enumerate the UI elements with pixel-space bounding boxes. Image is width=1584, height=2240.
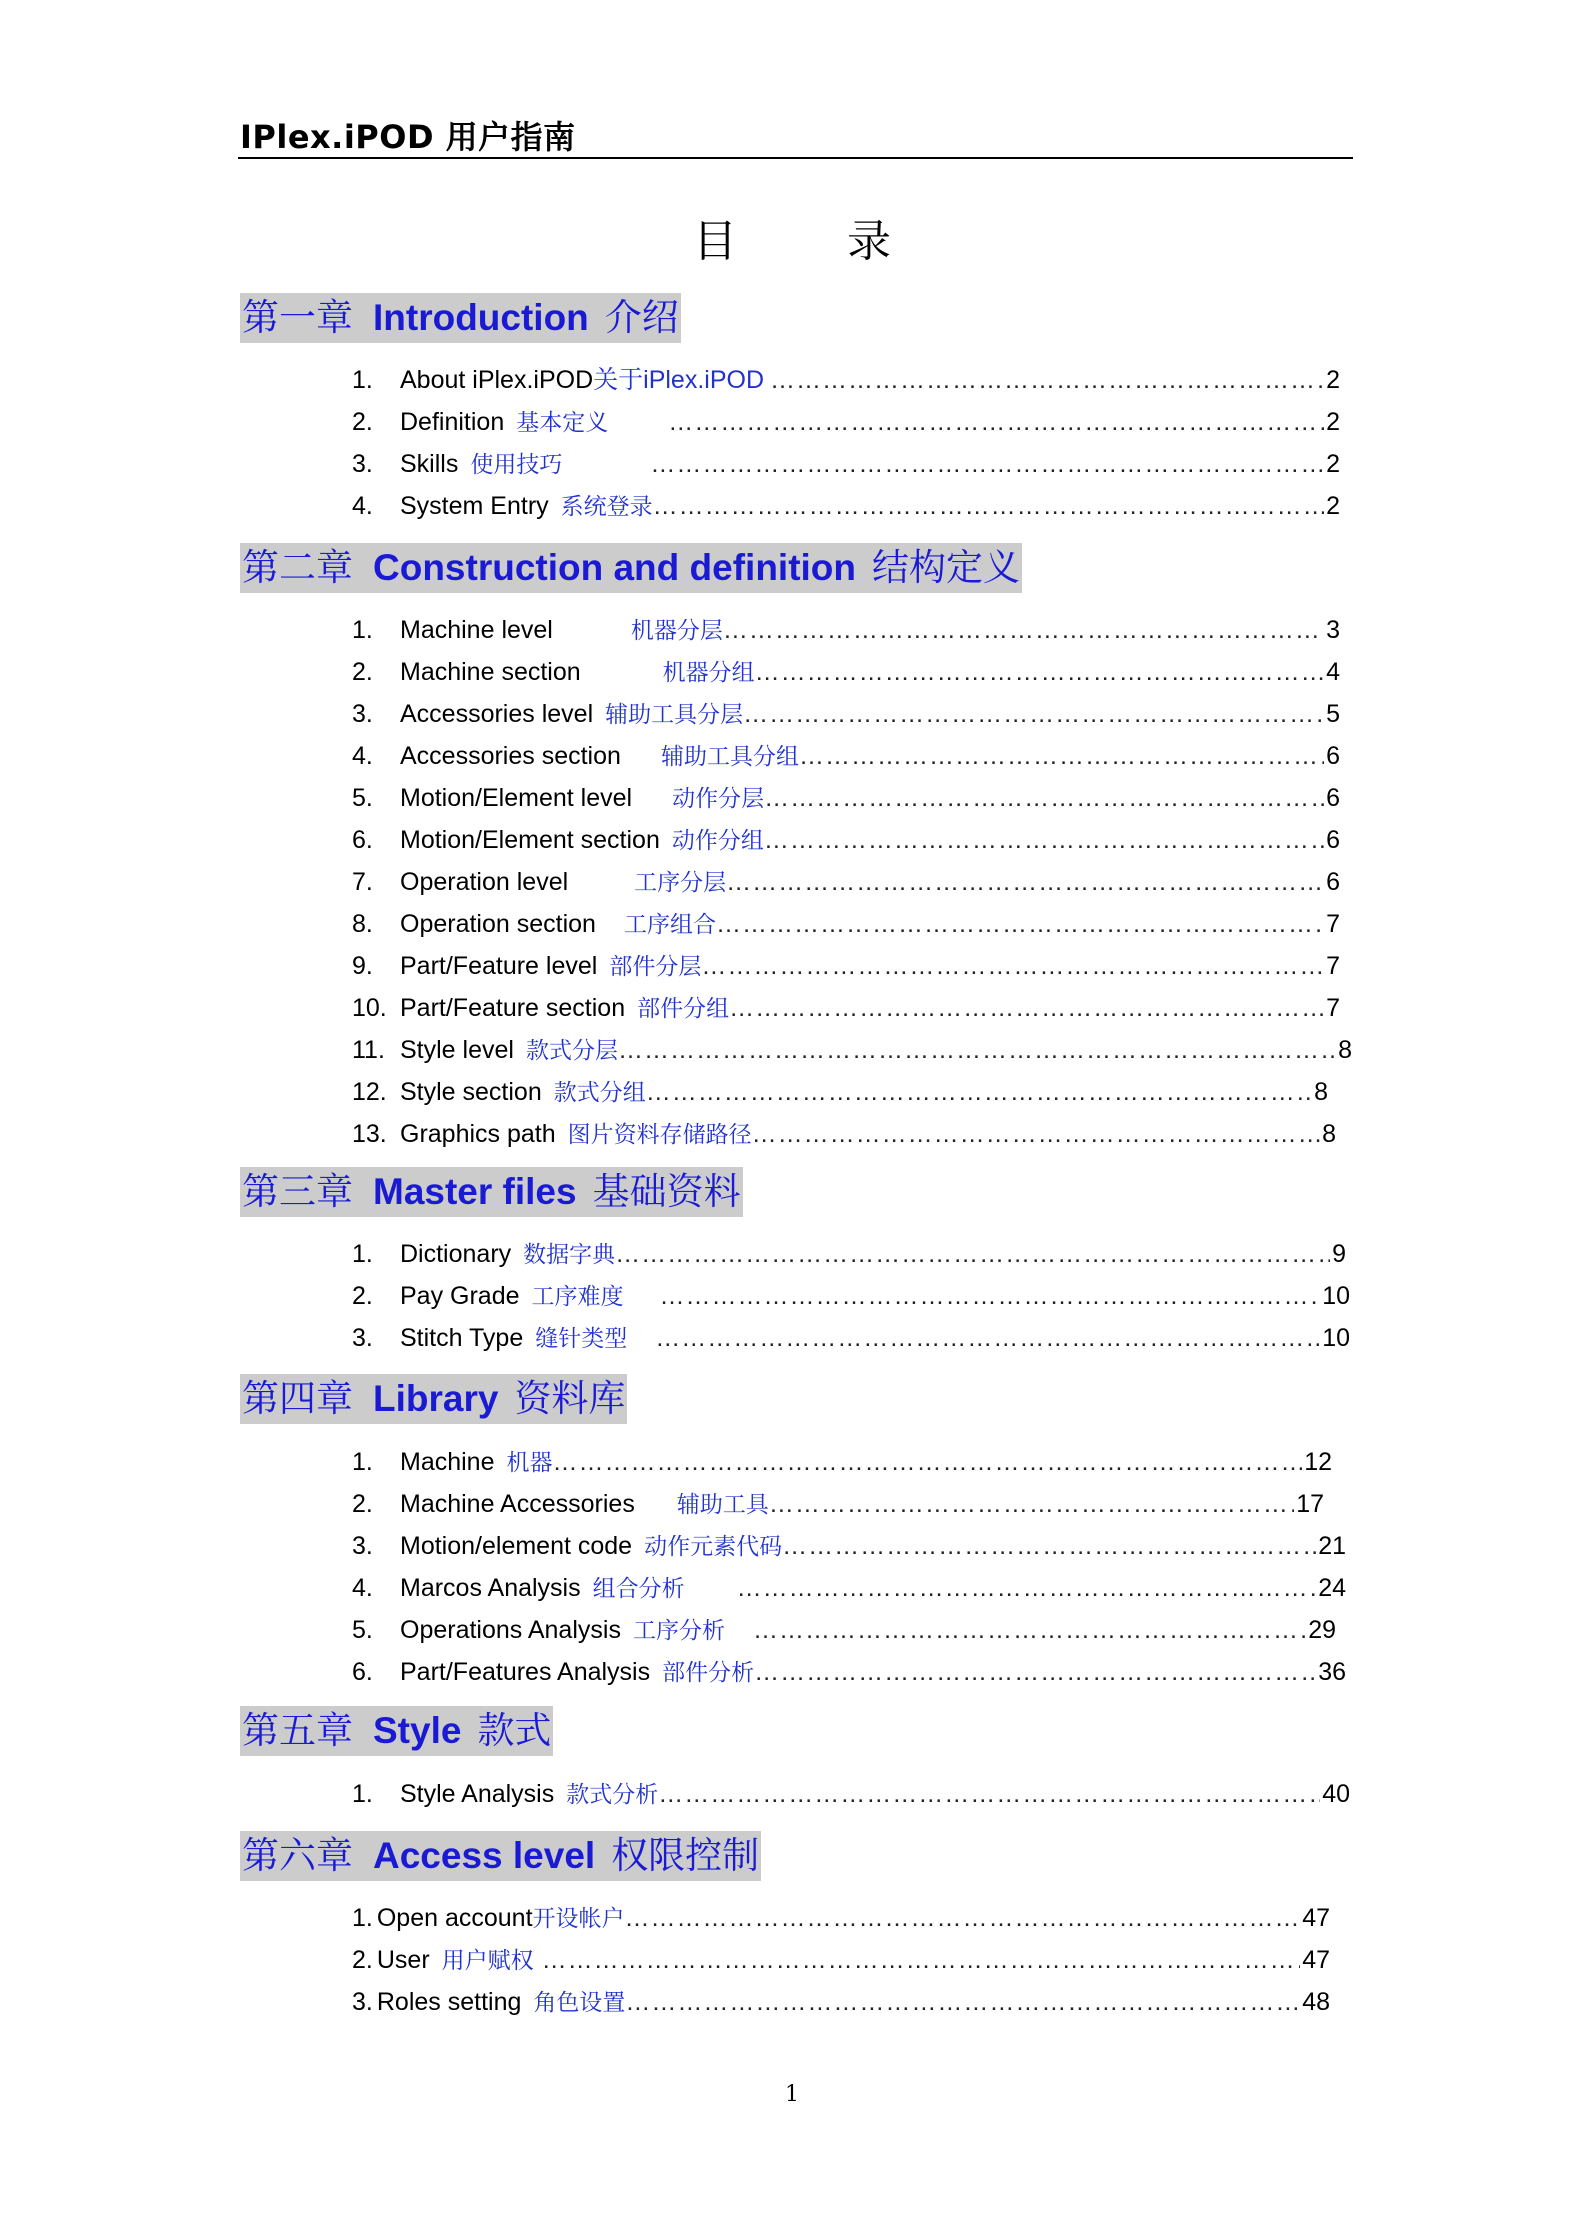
entry-number: 12.: [352, 1078, 387, 1106]
dot-leader: [752, 1114, 1320, 1154]
entry-title-en: User: [376, 1946, 430, 1974]
dot-leader: [764, 820, 1324, 860]
toc-entry[interactable]: [352, 1234, 1346, 1274]
chapter-title-en: Library: [373, 1378, 499, 1419]
entry-title-cn: 工序分析: [632, 1618, 725, 1644]
entry-title-cn: 系统登录: [560, 494, 653, 520]
entry-title-en: Skills: [400, 450, 459, 478]
toc-entry[interactable]: [352, 610, 1340, 650]
chapter-heading-3: [240, 1167, 743, 1217]
entry-page-number: 3: [1326, 616, 1340, 644]
toc-entry[interactable]: [352, 862, 1340, 902]
dot-leader: [553, 1442, 1303, 1482]
entry-page-number: 2: [1326, 366, 1340, 394]
dot-leader: [764, 778, 1324, 818]
entry-title-en: Graphics path: [400, 1120, 556, 1148]
dot-leader: [753, 1610, 1306, 1650]
dot-leader: [625, 1982, 1300, 2022]
chapter-title-cn: 结构定义: [872, 546, 1021, 589]
entry-page-number: 7: [1326, 994, 1340, 1022]
chapter-title-cn: 款式: [477, 1709, 552, 1752]
entry-number: 3.: [352, 450, 373, 478]
entry-title-cn: 部件分组: [637, 996, 730, 1022]
entry-page-number: 40: [1322, 1780, 1350, 1808]
entry-title-cn: 动作分层: [672, 786, 765, 812]
dot-leader: [668, 402, 1324, 442]
toc-entry[interactable]: [352, 904, 1340, 944]
entry-title-cn: 款式分析: [566, 1782, 659, 1808]
entry-number: 13.: [352, 1120, 387, 1148]
entry-number: 6.: [352, 1658, 373, 1686]
entry-page-number: 29: [1308, 1616, 1336, 1644]
chapter-title-en: Introduction: [373, 297, 589, 338]
entry-number: 3.: [352, 1988, 373, 2016]
chapter-title-cn: 基础资料: [592, 1170, 741, 1213]
entry-page-number: 8: [1314, 1078, 1328, 1106]
entry-page-number: 7: [1326, 952, 1340, 980]
dot-leader: [782, 1526, 1316, 1566]
chapter-title-en: Style: [373, 1710, 462, 1751]
dot-leader: [625, 1898, 1301, 1938]
entry-number: 7.: [352, 868, 373, 896]
entry-title-en: Machine section: [400, 658, 581, 686]
dot-leader: [615, 1234, 1330, 1274]
entry-page-number: 10: [1322, 1324, 1350, 1352]
toc-entry[interactable]: [352, 1526, 1346, 1566]
toc-entry[interactable]: [352, 444, 1340, 484]
toc-entry[interactable]: [352, 1568, 1346, 1608]
entry-number: 1.: [352, 1780, 373, 1808]
chapter-title-en: Construction and definition: [373, 547, 857, 588]
entry-title-en: Machine: [400, 1448, 495, 1476]
entry-page-number: 2: [1326, 408, 1340, 436]
entry-title-en: Marcos Analysis: [400, 1574, 581, 1602]
toc-entry[interactable]: [352, 1652, 1346, 1692]
entry-title-cn: 机器分组: [662, 660, 755, 686]
dot-leader: [755, 652, 1324, 692]
chapter-heading-5: [240, 1706, 553, 1756]
entry-title-en: Roles setting: [376, 1988, 522, 2016]
toc-title: 目 录: [693, 216, 939, 267]
dot-leader: [769, 1484, 1294, 1524]
chapter-number: 第六章: [242, 1834, 353, 1877]
dot-leader: [658, 1774, 1320, 1814]
entry-page-number: 2: [1326, 450, 1340, 478]
entry-number: 3.: [352, 1324, 373, 1352]
entry-number: 11.: [352, 1036, 385, 1064]
chapter-number: 第一章: [242, 296, 353, 339]
toc-entry[interactable]: [352, 1072, 1328, 1112]
entry-page-number: 10: [1322, 1282, 1350, 1310]
entry-title-en: Part/Feature level: [400, 952, 598, 980]
entry-page-number: 47: [1302, 1946, 1330, 1974]
entry-title-cn: 款式分组: [553, 1080, 646, 1106]
entry-number: 1.: [352, 1240, 373, 1268]
header-divider: [238, 157, 1353, 159]
entry-title-cn: 辅助工具: [676, 1492, 769, 1518]
toc-entry[interactable]: [352, 360, 1340, 400]
dot-leader: [729, 988, 1324, 1028]
chapter-title-en: Master files: [373, 1171, 577, 1212]
entry-number: 8.: [352, 910, 373, 938]
chapter-number: 第五章: [242, 1709, 353, 1752]
entry-title-en: Style level: [400, 1036, 514, 1064]
entry-title-en: Pay Grade: [400, 1282, 520, 1310]
entry-number: 1.: [352, 1904, 373, 1932]
entry-title-en: Part/Feature section: [400, 994, 626, 1022]
dot-leader: [737, 1568, 1317, 1608]
entry-page-number: 5: [1326, 700, 1340, 728]
entry-title-en: Part/Features Analysis: [400, 1658, 651, 1686]
toc-entry[interactable]: [352, 1898, 1330, 1938]
entry-title-cn: 缝针类型: [535, 1326, 628, 1352]
entry-title-cn: 工序难度: [531, 1284, 624, 1310]
entry-number: 2.: [352, 1282, 373, 1310]
toc-entry[interactable]: [352, 1114, 1336, 1154]
entry-title-en: Motion/element code: [400, 1532, 633, 1560]
entry-title-cn: 组合分析: [592, 1576, 685, 1602]
entry-number: 3.: [352, 700, 373, 728]
dot-leader: [650, 444, 1324, 484]
dot-leader: [770, 360, 1324, 400]
toc-entry[interactable]: [352, 1030, 1352, 1070]
dot-leader: [799, 736, 1324, 776]
toc-entry[interactable]: [352, 486, 1340, 526]
entry-number: 6.: [352, 826, 373, 854]
entry-title-cn: 工序分层: [634, 870, 727, 896]
entry-number: 1.: [352, 616, 373, 644]
dot-leader: [743, 694, 1324, 734]
entry-title-en: Definition: [400, 408, 505, 436]
entry-page-number: 6: [1326, 826, 1340, 854]
document-header-title: IPlex.iPOD 用户指南: [240, 118, 576, 156]
entry-page-number: 9: [1332, 1240, 1346, 1268]
dot-leader: [655, 1318, 1320, 1358]
dot-leader: [653, 486, 1324, 526]
entry-title-cn: 使用技巧: [470, 452, 563, 478]
entry-page-number: 6: [1326, 742, 1340, 770]
entry-title-cn: 基本定义: [516, 410, 609, 436]
chapter-title-cn: 资料库: [514, 1377, 626, 1420]
entry-title-cn: 数据字典: [523, 1242, 616, 1268]
entry-page-number: 36: [1318, 1658, 1346, 1686]
entry-title-en: Style Analysis: [400, 1780, 555, 1808]
chapter-number: 第四章: [242, 1377, 353, 1420]
entry-title-cn: 关于iPlex.iPOD: [593, 366, 765, 394]
entry-page-number: 12: [1304, 1448, 1332, 1476]
entry-title-en: Accessories section: [400, 742, 621, 770]
dot-leader: [618, 1030, 1336, 1070]
entry-title-cn: 机器分层: [630, 618, 723, 644]
entry-title-cn: 款式分层: [525, 1038, 618, 1064]
dot-leader: [542, 1940, 1301, 1980]
toc-entry[interactable]: [352, 1276, 1350, 1316]
page-number: 1: [785, 2082, 799, 2107]
toc-entry[interactable]: [352, 1610, 1336, 1650]
entry-number: 2.: [352, 408, 373, 436]
entry-page-number: 6: [1326, 784, 1340, 812]
toc-entry[interactable]: [352, 1318, 1350, 1358]
toc-entry[interactable]: [352, 1442, 1332, 1482]
toc-entry[interactable]: [352, 694, 1340, 734]
entry-title-en: Operations Analysis: [400, 1616, 621, 1644]
toc-entry[interactable]: [352, 652, 1340, 692]
entry-number: 2.: [352, 1946, 373, 1974]
toc-entry[interactable]: [352, 1774, 1350, 1814]
entry-title-cn: 开设帐户: [532, 1906, 625, 1932]
chapter-heading-6: [240, 1831, 761, 1881]
dot-leader: [723, 610, 1324, 650]
entry-title-en: Accessories level: [400, 700, 594, 728]
entry-page-number: 7: [1326, 910, 1340, 938]
entry-number: 1.: [352, 366, 373, 394]
chapter-heading-2: [240, 543, 1022, 593]
chapter-number: 第三章: [242, 1170, 353, 1213]
entry-title-cn: 动作分组: [671, 828, 764, 854]
entry-number: 4.: [352, 1574, 373, 1602]
chapter-title-cn: 权限控制: [611, 1834, 760, 1877]
entry-title-cn: 工序组合: [623, 912, 716, 938]
entry-number: 2.: [352, 1490, 373, 1518]
entry-title-en: Operation section: [400, 910, 596, 938]
entry-title-cn: 动作元素代码: [644, 1534, 783, 1560]
entry-page-number: 24: [1318, 1574, 1346, 1602]
toc-entry[interactable]: [352, 778, 1340, 818]
entry-title-en: Stitch Type: [400, 1324, 524, 1352]
entry-number: 3.: [352, 1532, 373, 1560]
entry-title-en: Motion/Element section: [400, 826, 660, 854]
entry-title-cn: 角色设置: [533, 1990, 626, 2016]
entry-number: 5.: [352, 784, 373, 812]
entry-title-en: Machine Accessories: [400, 1490, 635, 1518]
entry-title-cn: 部件分层: [609, 954, 702, 980]
entry-number: 1.: [352, 1448, 373, 1476]
entry-title-en: Dictionary: [400, 1240, 512, 1268]
toc-entry[interactable]: [352, 1940, 1330, 1980]
dot-leader: [726, 862, 1324, 902]
chapter-title-cn: 介绍: [604, 296, 679, 339]
dot-leader: [754, 1652, 1316, 1692]
dot-leader: [701, 946, 1324, 986]
entry-title-en: System Entry: [400, 492, 549, 520]
entry-title-cn: 辅助工具分组: [660, 744, 799, 770]
chapter-heading-4: [240, 1374, 627, 1424]
entry-page-number: 4: [1326, 658, 1340, 686]
entry-title-en: Operation level: [400, 868, 569, 896]
entry-page-number: 48: [1302, 1988, 1330, 2016]
toc-entry[interactable]: [352, 402, 1340, 442]
entry-title-cn: 用户赋权: [441, 1948, 534, 1974]
entry-title-en: Machine level: [400, 616, 553, 644]
chapter-title-en: Access level: [373, 1835, 596, 1876]
entry-page-number: 8: [1338, 1036, 1352, 1064]
entry-number: 4.: [352, 742, 373, 770]
entry-title-cn: 部件分析: [662, 1660, 755, 1686]
entry-number: 2.: [352, 658, 373, 686]
chapter-heading-1: [240, 293, 681, 343]
toc-entry[interactable]: [352, 1982, 1330, 2022]
entry-page-number: 17: [1296, 1490, 1324, 1518]
entry-title-en: About iPlex.iPOD: [400, 366, 594, 394]
toc-entry[interactable]: [352, 988, 1340, 1028]
entry-number: 9.: [352, 952, 373, 980]
entry-number: 4.: [352, 492, 373, 520]
dot-leader: [646, 1072, 1312, 1112]
entry-page-number: 6: [1326, 868, 1340, 896]
entry-title-cn: 辅助工具分层: [605, 702, 744, 728]
entry-title-en: Motion/Element level: [400, 784, 633, 812]
entry-number: 10.: [352, 994, 387, 1022]
dot-leader: [660, 1276, 1321, 1316]
toc-entry[interactable]: [352, 736, 1340, 776]
toc-entry[interactable]: [352, 820, 1340, 860]
entry-title-cn: 图片资料存储路径: [567, 1122, 752, 1148]
entry-title-en: Open account: [376, 1904, 533, 1932]
entry-page-number: 21: [1318, 1532, 1346, 1560]
entry-title-en: Style section: [400, 1078, 542, 1106]
entry-page-number: 8: [1322, 1120, 1336, 1148]
entry-page-number: 2: [1326, 492, 1340, 520]
entry-number: 5.: [352, 1616, 373, 1644]
toc-entry[interactable]: [352, 946, 1340, 986]
chapter-number: 第二章: [242, 546, 353, 589]
toc-entry[interactable]: [352, 1484, 1324, 1524]
entry-page-number: 47: [1302, 1904, 1330, 1932]
dot-leader: [716, 904, 1324, 944]
entry-title-cn: 机器: [506, 1450, 553, 1476]
